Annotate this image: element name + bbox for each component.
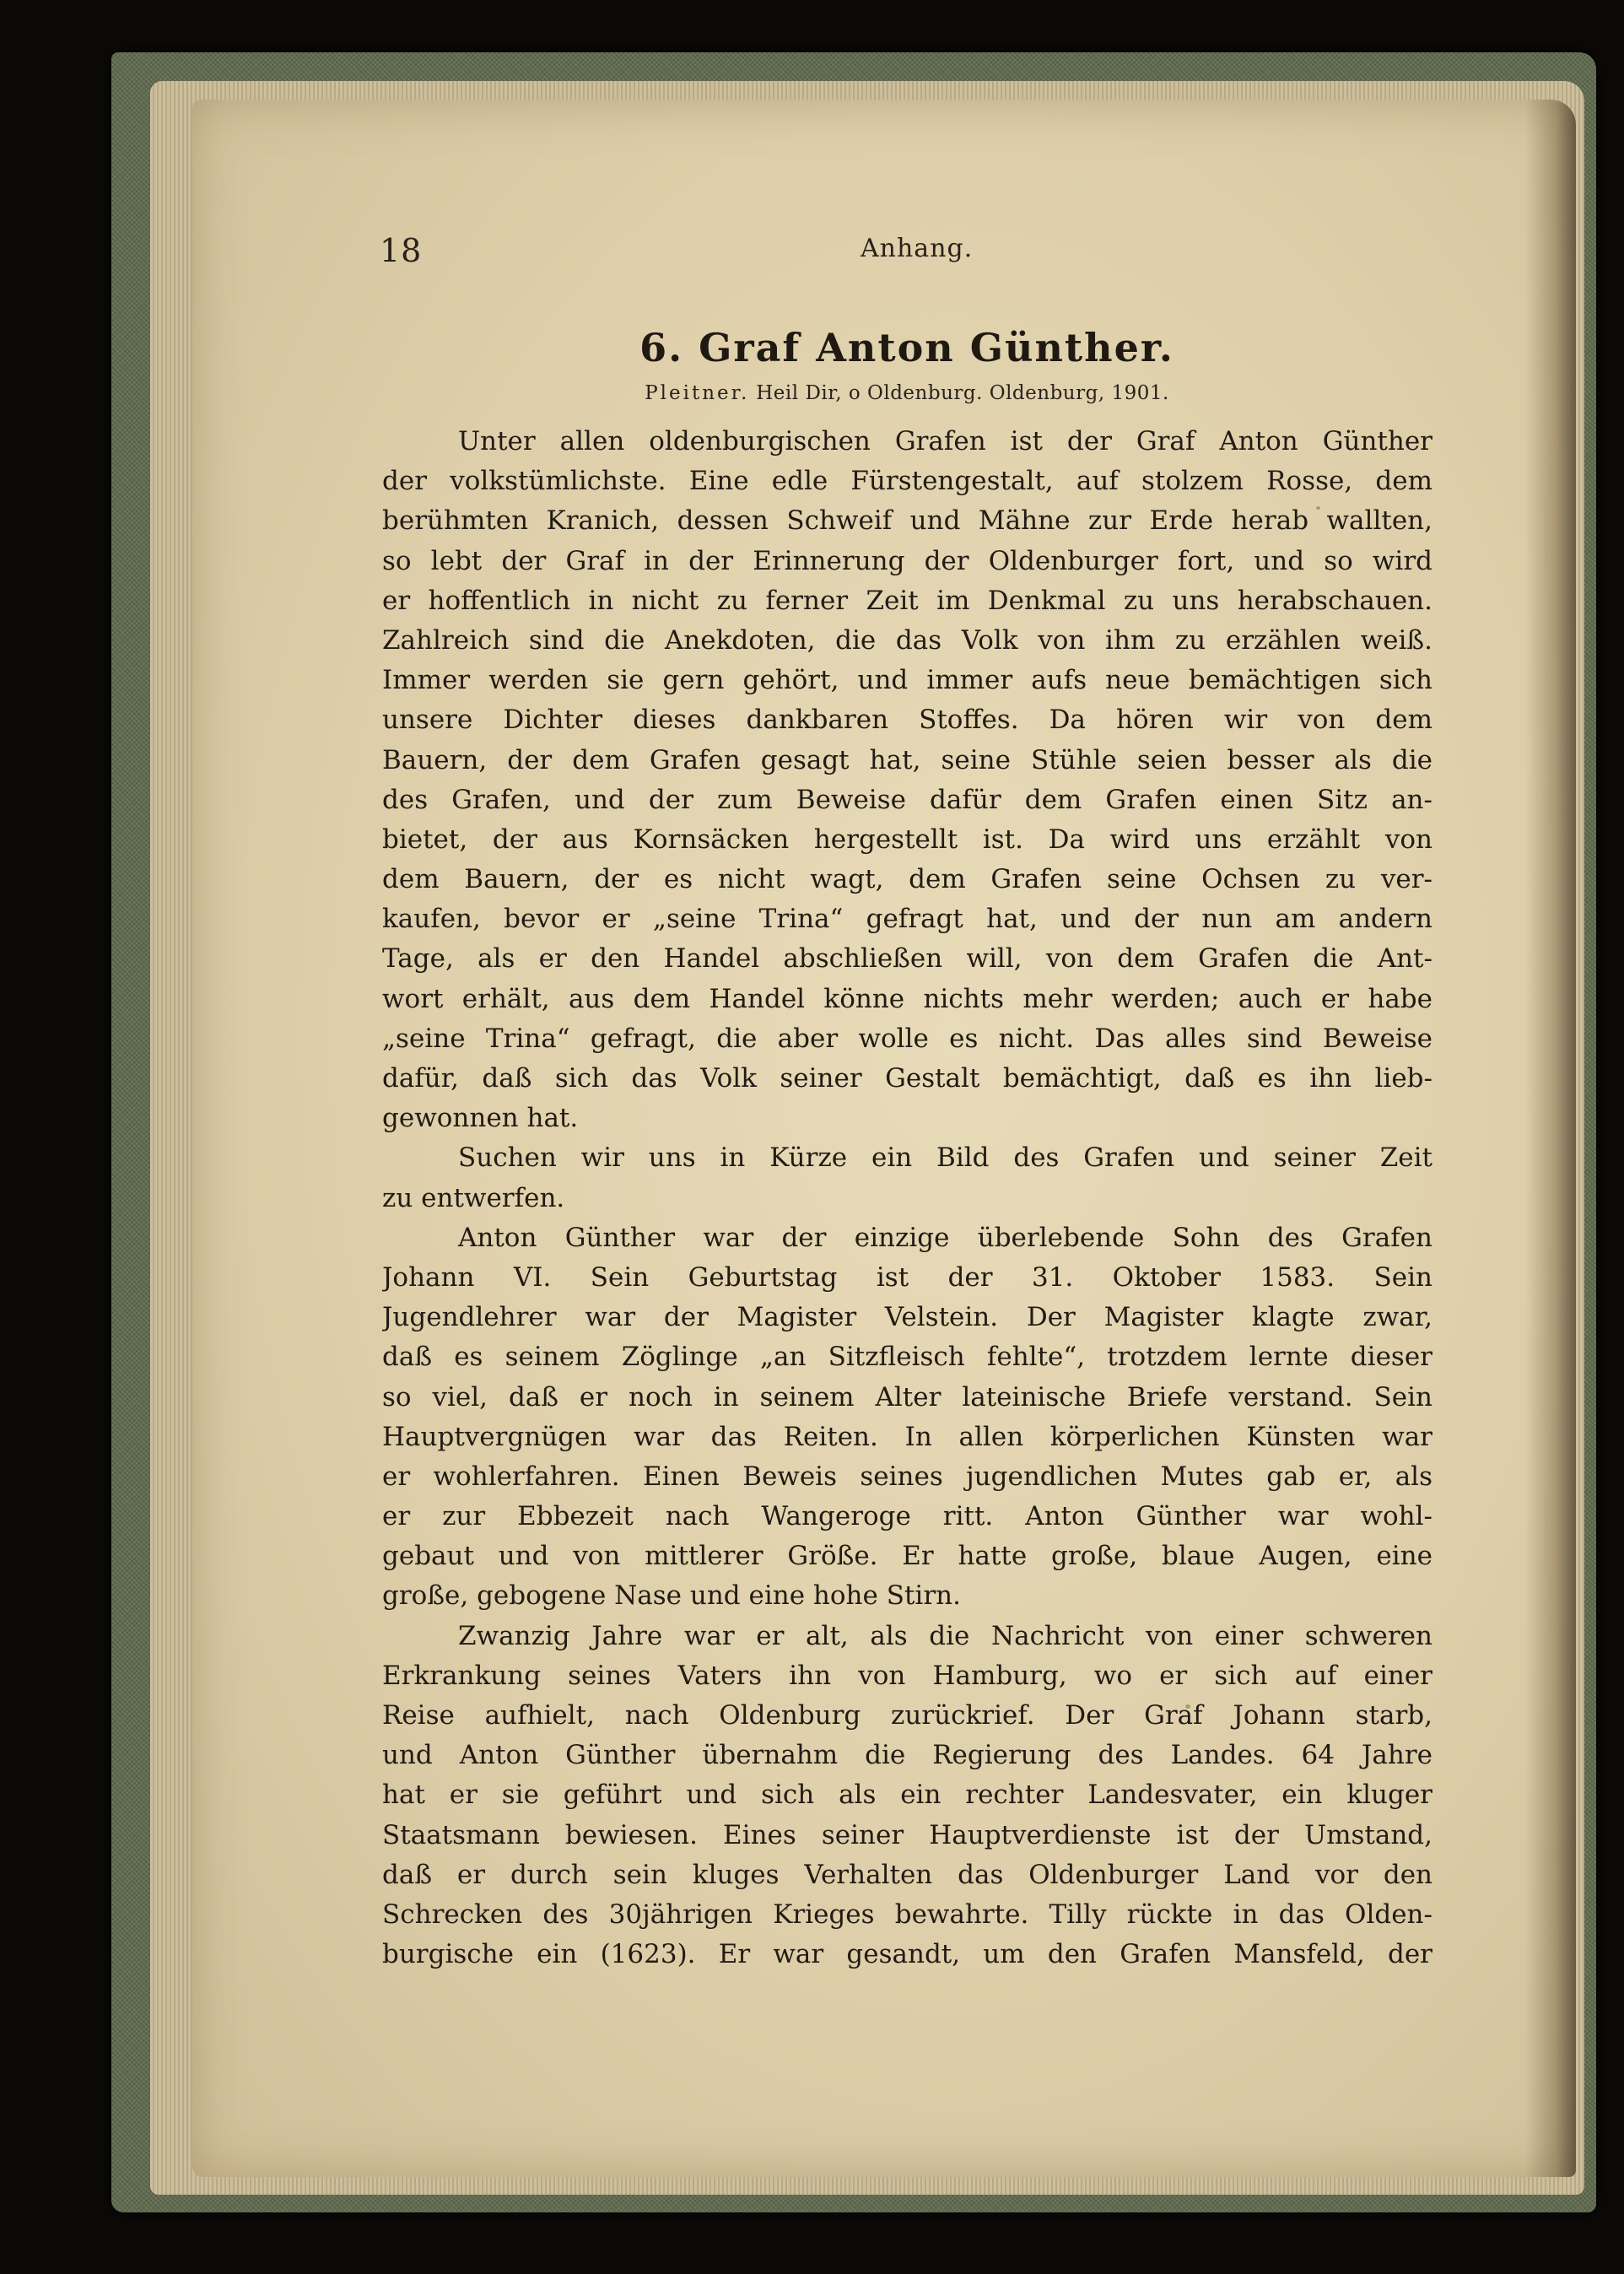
text-line: Immer werden sie gern gehört, und immer aufs neue bemächtigen sich (382, 665, 1432, 696)
text-line: Zwanzig Jahre war er alt, als die Nachricht von einer schweren (458, 1620, 1432, 1651)
text-line: daß es seinem Zöglinge „an Sitzfleisch fehlte“, trotzdem lernte dieser (382, 1342, 1432, 1373)
text-line: Tage, als er den Handel abschließen will, von dem Grafen die Ant- (382, 943, 1432, 975)
citation-author: Pleitner. (645, 382, 750, 404)
page-number: 18 (380, 232, 423, 269)
text-line: große, gebogene Nase und eine hohe Stirn. (382, 1580, 961, 1612)
text-line: gewonnen hat. (382, 1103, 579, 1134)
paper-speck (785, 1907, 788, 1910)
text-line: Zahlreich sind die Anekdoten, die das Volk von ihm zu erzählen weiß. (382, 624, 1432, 656)
text-line: Reise aufhielt, nach Oldenburg zurückrief. Der Graf Johann starb, (382, 1700, 1432, 1731)
text-line: berühmten Kranich, dessen Schweif und Mähne zur Erde herab wallten, (382, 505, 1432, 537)
text-line: so viel, daß er noch in seinem Alter lateinische Briefe verstand. Sein (382, 1381, 1432, 1412)
text-line: des Grafen, und der zum Beweise dafür dem Grafen einen Sitz an- (382, 784, 1432, 815)
running-head (380, 232, 1434, 274)
chapter-title: 6. Graf Anton Günther. (639, 325, 1174, 370)
text-line: er hoffentlich in nicht zu ferner Zeit im Denkmal zu uns herabschauen. (382, 585, 1432, 616)
text-line: wort erhält, aus dem Handel könne nichts mehr werden; auch er habe (382, 983, 1432, 1014)
text-line: Unter allen oldenburgischen Grafen ist der Graf Anton Günther (458, 426, 1432, 456)
body-text (382, 422, 1432, 1974)
text-line: zu entwerfen. (382, 1182, 565, 1213)
source-citation (380, 382, 1434, 404)
text-line: Staatsmann bewiesen. Eines seiner Hauptverdienste ist der Umstand, (382, 1819, 1432, 1850)
text-line: „seine Trina“ gefragt, die aber wolle es nicht. Das alles sind Beweise (382, 1023, 1432, 1054)
text-line: Suchen wir uns in Kürze ein Bild des Grafen und seiner Zeit (458, 1142, 1432, 1174)
text-line: Johann VI. Sein Geburtstag ist der 31. Oktober 1583. Sein (382, 1261, 1432, 1293)
text-line: Jugendlehrer war der Magister Velstein. Der Magister klagte zwar, (382, 1302, 1432, 1333)
paper-speck (1316, 506, 1320, 510)
text-line: dem Bauern, der es nicht wagt, dem Grafen seine Ochsen zu ver- (382, 864, 1432, 895)
text-line: Erkrankung seines Vaters ihn von Hamburg, wo er sich auf einer (382, 1660, 1432, 1691)
citation-source: Heil Dir, o Oldenburg. Oldenburg, 1901. (756, 382, 1169, 404)
text-line: dafür, daß sich das Volk seiner Gestalt bemächtigt, daß es ihn lieb- (382, 1063, 1432, 1094)
text-line: bietet, der aus Kornsäcken hergestellt ist. Da wird uns erzählt von (382, 824, 1432, 855)
text-line: er wohlerfahren. Einen Beweis seines jugendlichen Mutes gab er, als (382, 1461, 1432, 1492)
running-head-title: Anhang. (861, 234, 974, 263)
text-line: Hauptvergnügen war das Reiten. In allen körperlichen Künsten war (382, 1421, 1432, 1452)
text-line: hat er sie geführt und sich als ein rechter Landesvater, ein kluger (382, 1780, 1432, 1811)
text-line: der volkstümlichste. Eine edle Fürstengestalt, auf stolzem Rosse, dem (382, 466, 1432, 497)
text-line: unsere Dichter dieses dankbaren Stoffes. Da hören wir von dem (382, 705, 1432, 736)
text-line: Anton Günther war der einzige überlebende Sohn des Grafen (458, 1222, 1432, 1253)
text-line: daß er durch sein kluges Verhalten das Oldenburger Land vor den (382, 1859, 1432, 1890)
paper-speck (1185, 1704, 1190, 1709)
text-line: Bauern, der dem Grafen gesagt hat, seine Stühle seien besser als die (382, 744, 1432, 775)
text-line: er zur Ebbezeit nach Wangeroge ritt. Anton Günther war wohl- (382, 1501, 1432, 1532)
page-gutter (1525, 100, 1576, 2177)
text-line: Schrecken des 30jährigen Krieges bewahrte. Tilly rückte in das Olden- (382, 1899, 1432, 1930)
text-line: burgische ein (1623). Er war gesandt, um den Grafen Mansfeld, der (382, 1939, 1432, 1970)
text-line: gebaut und von mittlerer Größe. Er hatte große, blaue Augen, eine (382, 1541, 1432, 1572)
text-line: und Anton Günther übernahm die Regierung des Landes. 64 Jahre (382, 1740, 1432, 1771)
text-line: so lebt der Graf in der Erinnerung der Oldenburger fort, und so wird (382, 545, 1432, 576)
text-line: kaufen, bevor er „seine Trina“ gefragt hat, und der nun am andern (382, 904, 1432, 935)
